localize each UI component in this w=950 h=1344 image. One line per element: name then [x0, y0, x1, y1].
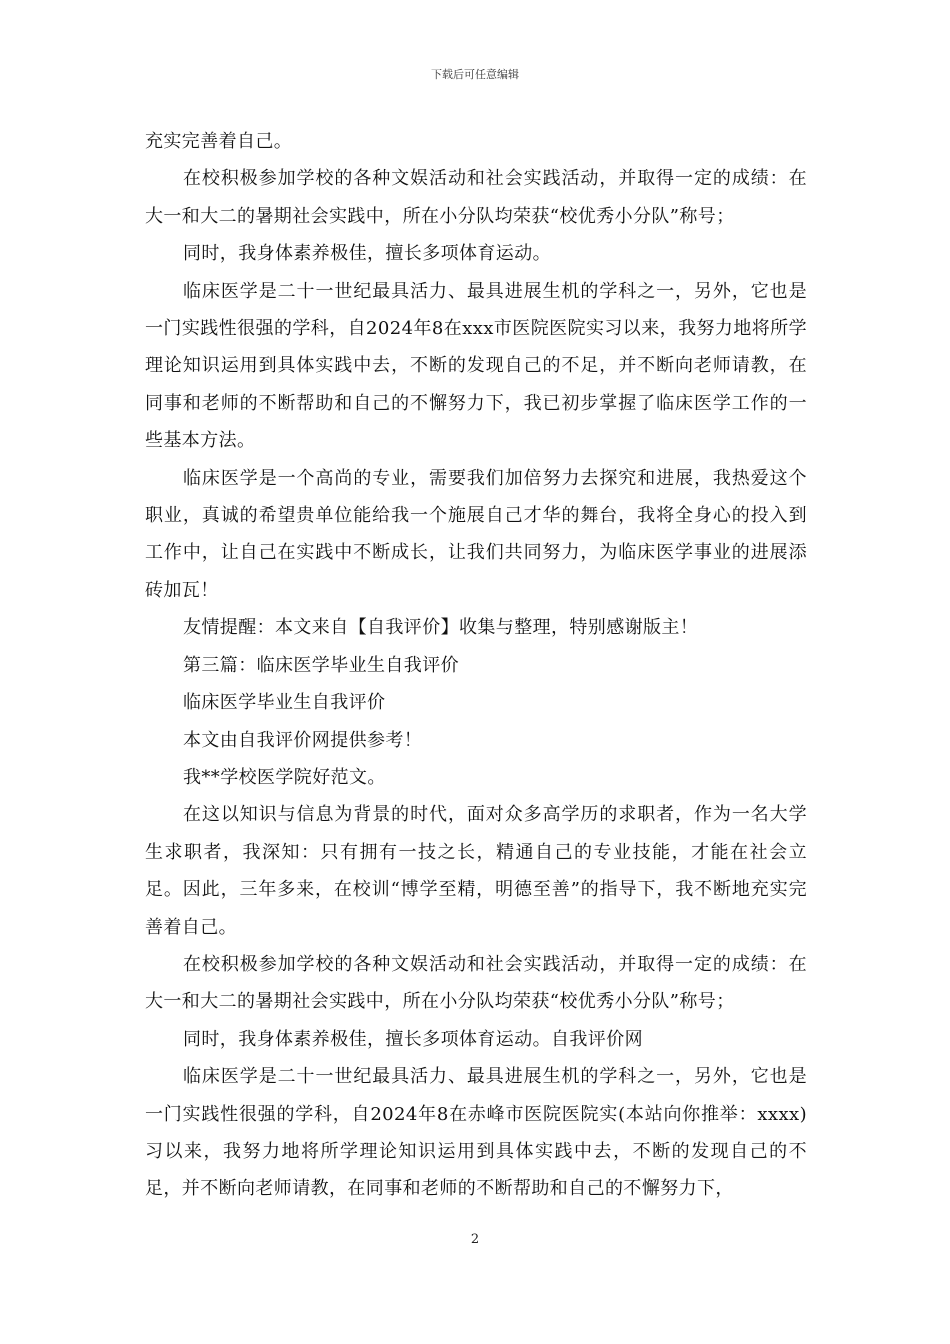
- paragraph: 充实完善着自己。: [145, 131, 293, 152]
- document-body: [145, 123, 807, 1208]
- page-header: 下载后可任意编辑: [431, 68, 519, 81]
- page-number: 2: [470, 1232, 480, 1247]
- paragraph: 在这以知识与信息为背景的时代，面对众多高学历的求职者，作为一名大学生求职者，我深知：只有拥有一技之长，精通自己的专业技能，才能在社会立足。因此，三年多来，在校训“博学至精，明德至善”的指导下，我不断地充实完善着自己。: [145, 804, 807, 938]
- section-heading: 第三篇：临床医学毕业生自我评价: [183, 654, 459, 676]
- paragraph: 本文由自我评价网提供参考！: [183, 729, 423, 751]
- paragraph: 在校积极参加学校的各种文娱活动和社会实践活动，并取得一定的成绩：在大一和大二的暑期社会实践中，所在小分队均荣获“校优秀小分队”称号；: [145, 168, 807, 227]
- paragraph: 友情提醒：本文来自【自我评价】收集与整理，特别感谢版主！: [183, 617, 699, 639]
- paragraph: 临床医学是二十一世纪最具活力、最具进展生机的学科之一，另外，它也是一门实践性很强的学科，自2024年8在xxx市医院医院实习以来，我努力地将所学理论知识运用到具体实践中去，不断的发现自己的不足，并不断向老师请教，在同事和老师的不断帮助和自己的不懈努力下，我已初步掌握了临床医学工作的一些基本方法。: [145, 280, 807, 452]
- paragraph: 在校积极参加学校的各种文娱活动和社会实践活动，并取得一定的成绩：在大一和大二的暑期社会实践中，所在小分队均荣获“校优秀小分队”称号；: [145, 953, 807, 1013]
- paragraph: 临床医学是一个高尚的专业，需要我们加倍努力去探究和进展，我热爱这个职业，真诚的希望贵单位能给我一个施展自己才华的舞台，我将全身心的投入到工作中，让自己在实践中不断成长，让我们共同努力，为临床医学事业的进展添砖加瓦！: [145, 467, 807, 601]
- paragraph: 我**学校医学院好范文。: [183, 766, 386, 788]
- paragraph: 同时，我身体素养极佳，擅长多项体育运动。: [183, 243, 551, 265]
- paragraph: 同时，我身体素养极佳，擅长多项体育运动。自我评价网: [183, 1028, 643, 1050]
- paragraph: 临床医学是二十一世纪最具活力、最具进展生机的学科之一，另外，它也是一门实践性很强的学科，自2024年8在赤峰市医院医院实(本站向你推举：xxxx)习以来，我努力地将所学理论知识运用到具体实践中去，不断的发现自己的不足，并不断向老师请教，在同事和老师的不断帮助和自己的不懈努力下，: [145, 1066, 807, 1200]
- article-title: 临床医学毕业生自我评价: [183, 692, 386, 714]
